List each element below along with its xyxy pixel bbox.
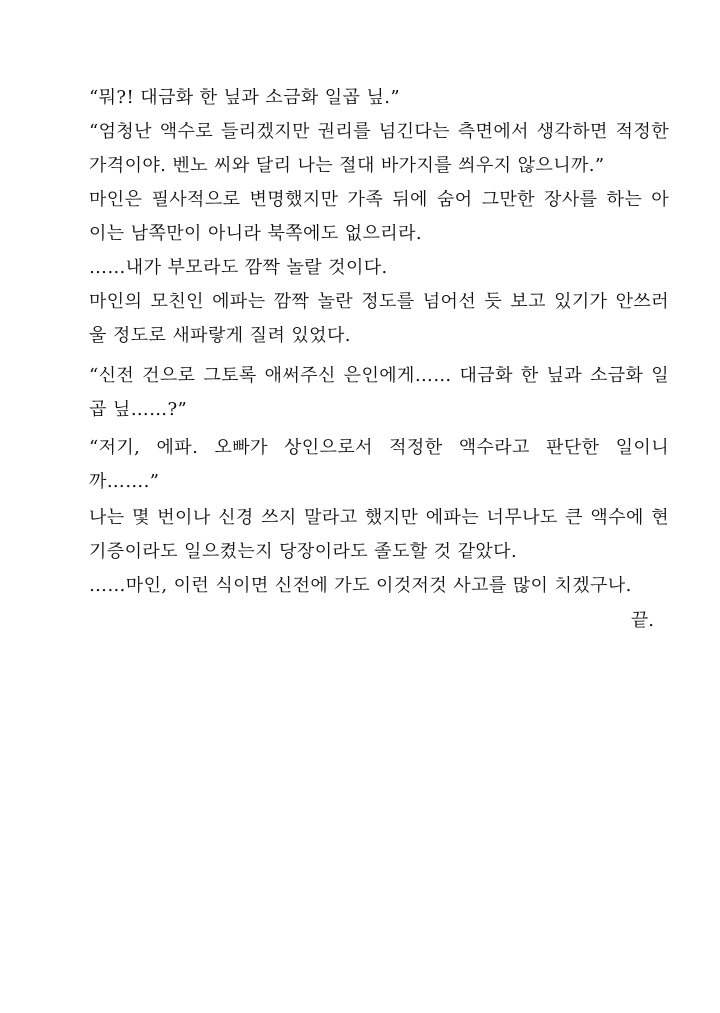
text-line: “저기, 에파. 오빠가 상인으로서 적정한 액수라고 판단한 일이니 <box>89 438 669 458</box>
text-line: 이는 남쪽만이 아니라 북쪽에도 없으리라. <box>89 224 423 244</box>
text-line: “엄청난 액수로 들리겠지만 권리를 넘긴다는 측면에서 생각하면 적정한 <box>89 122 669 142</box>
text-line: 가격이야. 벤노 씨와 달리 나는 절대 바가지를 씌우지 않으니까.” <box>89 156 605 176</box>
text-line: 까…….” <box>89 472 160 492</box>
text-line: “뭐?! 대금화 한 닢과 소금화 일곱 닢.” <box>89 88 400 108</box>
text-line: 마인의 모친인 에파는 깜짝 놀란 정도를 넘어선 듯 보고 있기가 안쓰러 <box>89 292 669 312</box>
text-line: 마인은 필사적으로 변명했지만 가족 뒤에 숨어 그만한 장사를 하는 아 <box>89 190 669 210</box>
text-line: ……내가 부모라도 깜짝 놀랄 것이다. <box>89 258 388 278</box>
text-line: 울 정도로 새파랗게 질려 있었다. <box>89 326 351 346</box>
text-line: 기증이라도 일으켰는지 당장이라도 졸도할 것 같았다. <box>89 542 518 562</box>
text-line: 나는 몇 번이나 신경 쓰지 말라고 했지만 에파는 너무나도 큰 액수에 현 <box>89 508 669 528</box>
text-line: ……마인, 이런 식이면 신전에 가도 이것저것 사고를 많이 치겠구나. <box>89 576 632 596</box>
end-mark: 끝. <box>630 610 654 631</box>
text-line: “신전 건으로 그토록 애써주신 은인에게…… 대금화 한 닢과 소금화 일 <box>89 366 669 386</box>
text-line: 곱 닢……?” <box>89 400 188 420</box>
